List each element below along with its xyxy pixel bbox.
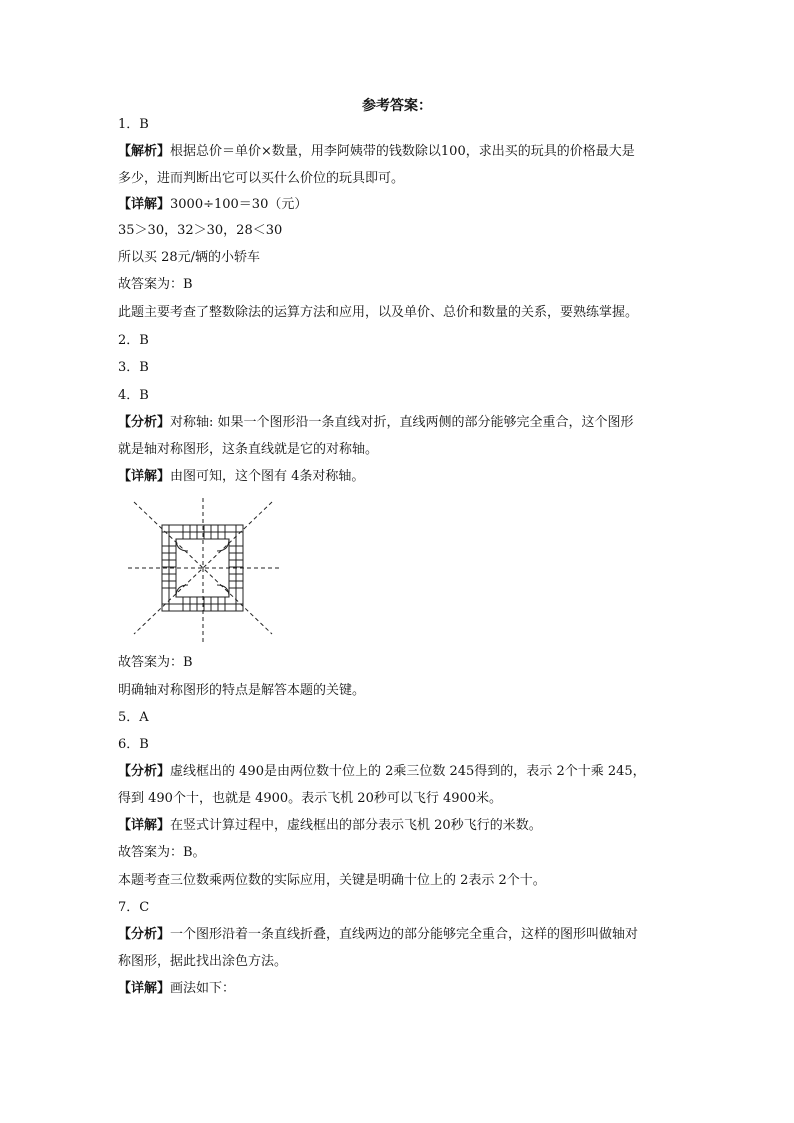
answer-line: 故答案为：B: [118, 277, 193, 292]
answer-line: 本题考查三位数乘两位数的实际应用，关键是明确十位上的 2表示 2个十。: [118, 873, 546, 888]
answer-line: 【分析】一个图形沿着一条直线折叠，直线两边的部分能够完全重合，这样的图形叫做轴对: [118, 927, 639, 942]
answer-line: 得到 490个十，也就是 4900。表示飞机 20秒可以飞行 4900米。: [118, 791, 503, 806]
answer-line: 称图形，据此找出涂色方法。: [118, 954, 288, 969]
answer-line: 【详解】在竖式计算过程中，虚线框出的部分表示飞机 20秒飞行的米数。: [118, 818, 542, 833]
answer-line: 明确轴对称图形的特点是解答本题的关键。: [118, 683, 366, 698]
answer-line: 【分析】对称轴: 如果一个图形沿一条直线对折，直线两侧的部分能够完全重合，这个图形: [118, 415, 634, 430]
answer-line: 【详解】由图可知，这个图有 4条对称轴。: [118, 469, 365, 484]
answer-line: 故答案为：B: [118, 655, 193, 670]
answer-line: 2．B: [118, 333, 149, 348]
answer-line: 【解析】根据总价＝单价×数量，用李阿姨带的钱数除以100，求出买的玩具的价格最大是: [118, 144, 635, 159]
symmetry-figure: [126, 496, 286, 646]
answer-line: 此题主要考查了整数除法的运算方法和应用，以及单价、总价和数量的关系，要熟练掌握。: [118, 305, 639, 320]
answer-line: 5．A: [118, 710, 149, 725]
symmetry-axes: [128, 498, 282, 644]
answer-line: 【详解】3000÷100＝30（元）: [118, 197, 308, 212]
page-title: 参考答案：: [362, 98, 432, 114]
answer-line: 1．B: [118, 117, 149, 132]
answer-line: 【详解】画法如下：: [118, 981, 236, 996]
answer-line: 35＞30，32＞30，28＜30: [118, 223, 283, 238]
answer-line: 【分析】虚线框出的 490是由两位数十位上的 2乘三位数 245得到的，表示 2个十乘 245，: [118, 764, 646, 779]
answer-line: 就是轴对称图形，这条直线就是它的对称轴。: [118, 442, 379, 457]
answer-line: 故答案为：B。: [118, 845, 206, 860]
answer-line: 多少，进而判断出它可以买什么价位的玩具即可。: [118, 171, 405, 186]
answer-line: 3．B: [118, 360, 149, 375]
answer-line: 4．B: [118, 388, 149, 403]
answer-line: 7．C: [118, 900, 150, 915]
answer-line: 6．B: [118, 737, 149, 752]
answer-line: 所以买 28元/辆的小轿车: [118, 250, 261, 265]
